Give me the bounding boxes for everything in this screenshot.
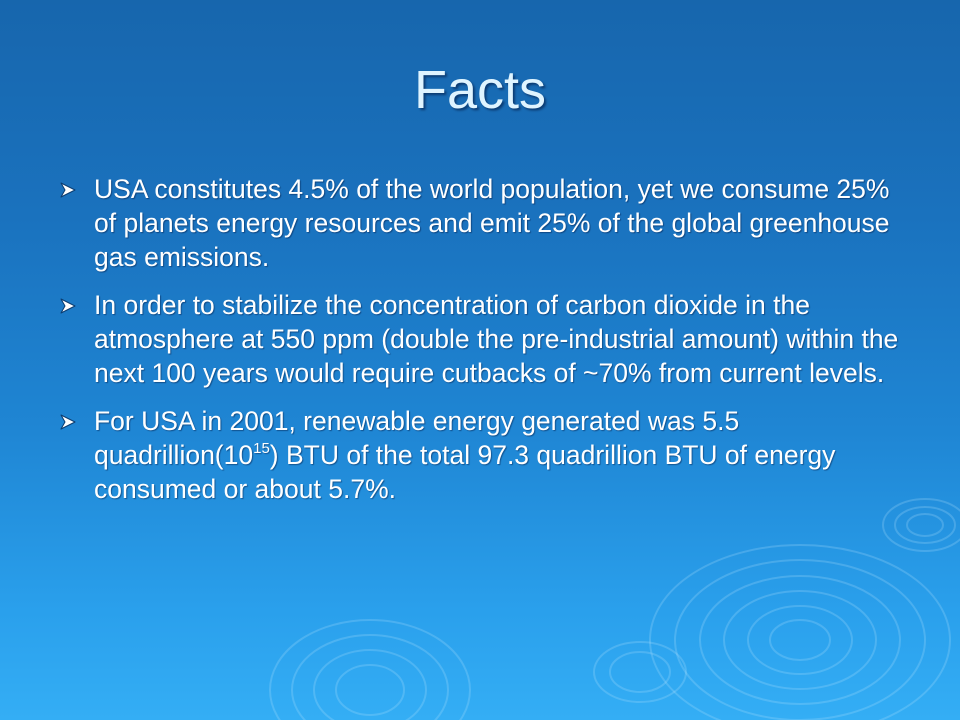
list-item — [56, 288, 906, 390]
bullet-text: In order to stabilize the concentration of carbon dioxide in the atmosphere at 550 ppm (double the pre-industrial amount) within the next 100 years would require cutbacks of ~70% from current levels. — [94, 290, 899, 388]
bullet-text-continued: ) BTU of the total 97.3 quadrillion BTU of energy consumed or about 5.7%. — [94, 440, 836, 504]
bullet-text: USA constitutes 4.5% of the world population, yet we consume 25% of planets energy resources and emit 25% of the global greenhouse gas emissions. — [94, 174, 890, 272]
arrow-bullet-icon — [60, 182, 76, 198]
arrow-bullet-icon — [60, 414, 76, 430]
list-item — [56, 172, 906, 274]
bullet-text: For USA in 2001, renewable energy generated was 5.5 quadrillion(10 — [94, 406, 740, 470]
list-item — [56, 404, 906, 506]
arrow-bullet-icon — [60, 298, 76, 314]
bullet-list — [56, 172, 906, 520]
slide-title: Facts — [413, 60, 547, 120]
exponent-superscript: 15 — [253, 440, 270, 458]
